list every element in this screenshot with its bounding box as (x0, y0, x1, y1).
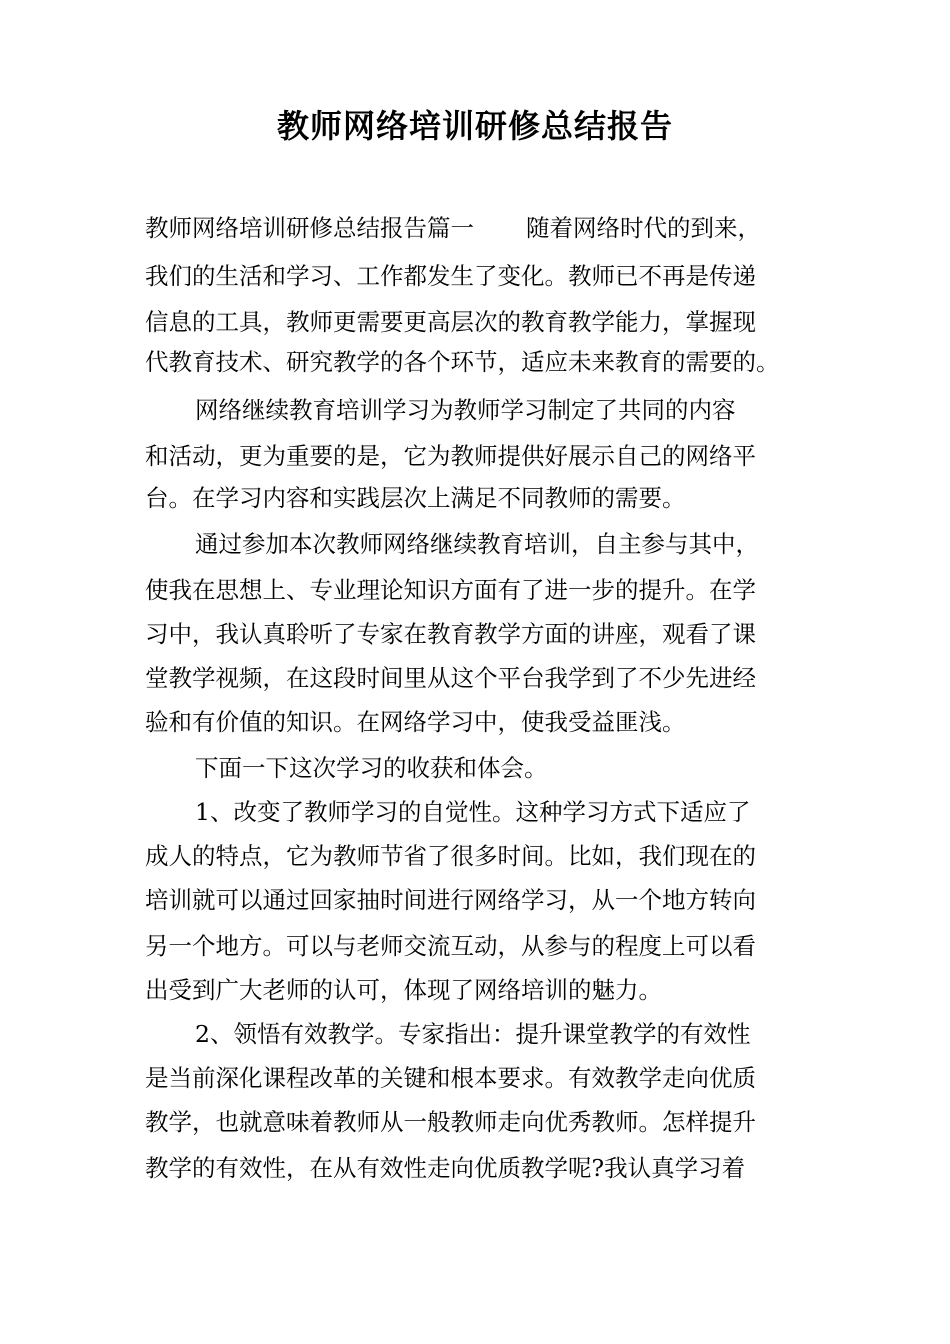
text-line: 是当前深化课程改革的关键和根本要求。有效教学走向优质 (145, 1064, 756, 1092)
text-line: 堂教学视频，在这段时间里从这个平台我学到了不少先进经 (145, 664, 756, 692)
text-segment: 随着网络时代的到来， (526, 214, 761, 242)
text-line: 验和有价值的知识。在网络学习中，使我受益匪浅。 (145, 708, 686, 736)
text-line: 培训就可以通过回家抽时间进行网络学习，从一个地方转向 (145, 886, 756, 914)
text-line: 下面一下这次学习的收获和体会。 (195, 754, 548, 782)
page-title: 教师网络培训研修总结报告 (276, 107, 673, 145)
text-line: 出受到广大老师的认可，体现了网络培训的魅力。 (145, 976, 662, 1004)
text-line: 我们的生活和学习、工作都发生了变化。教师已不再是传递 (145, 262, 756, 290)
text-line: 习中，我认真聆听了专家在教育教学方面的讲座，观看了课 (145, 620, 756, 648)
text-line: 和活动，更为重要的是，它为教师提供好展示自己的网络平 (145, 442, 756, 470)
text-line: 成人的特点，它为教师节省了很多时间。比如，我们现在的 (145, 842, 756, 870)
text-line: 2、领悟有效教学。专家指出：提升课堂教学的有效性 (195, 1020, 751, 1048)
text-line: 通过参加本次教师网络继续教育培训，自主参与其中， (195, 530, 759, 558)
text-line: 另一个地方。可以与老师交流互动，从参与的程度上可以看 (145, 932, 756, 960)
text-line: 代教育技术、研究教学的各个环节，适应未来教育的需要的。 (145, 348, 780, 376)
section-heading: 教师网络培训研修总结报告篇一 (145, 214, 474, 242)
text-line: 台。在学习内容和实践层次上满足不同教师的需要。 (145, 484, 686, 512)
text-line: 教学的有效性，在从有效性走向优质教学呢?我认真学习着 (145, 1154, 746, 1182)
text-line: 使我在思想上、专业理论知识方面有了进一步的提升。在学 (145, 576, 756, 604)
text-line: 1、改变了教师学习的自觉性。这种学习方式下适应了 (195, 798, 751, 826)
text-line: 教学，也就意味着教师从一般教师走向优秀教师。怎样提升 (145, 1108, 756, 1136)
text-line: 信息的工具，教师更需要更高层次的教育教学能力，掌握现 (145, 308, 756, 336)
text-line: 网络继续教育培训学习为教师学习制定了共同的内容 (195, 396, 736, 424)
text-line (145, 208, 845, 248)
